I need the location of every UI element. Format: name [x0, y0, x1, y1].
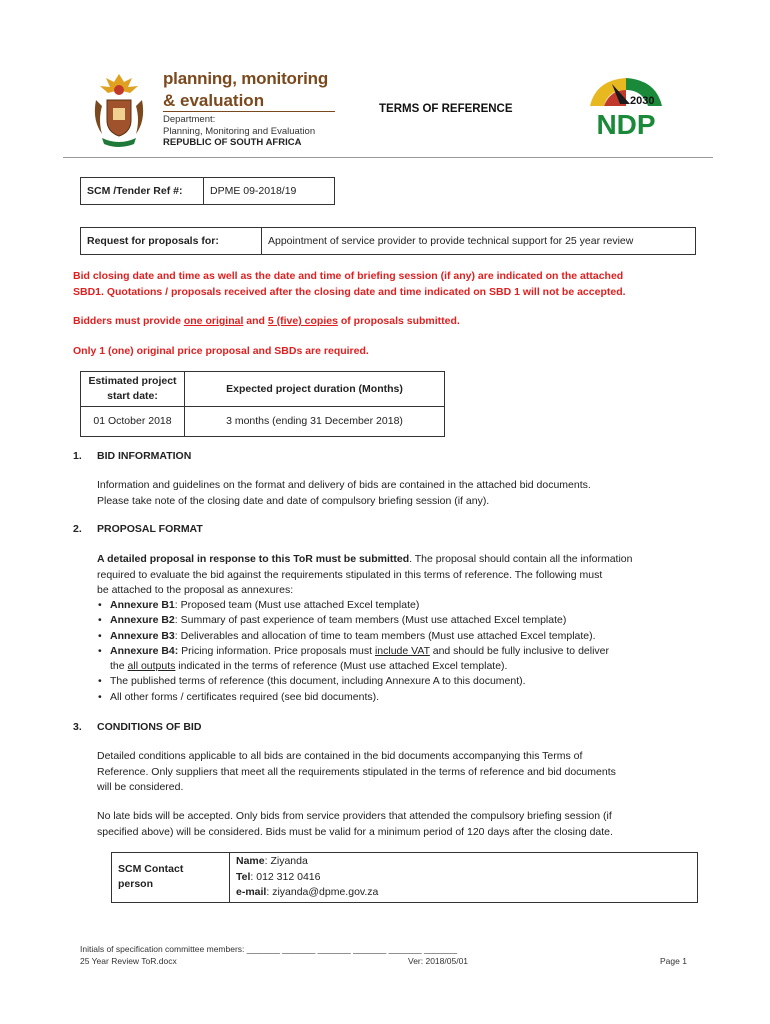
five-copies-text: 5 (five) copies: [267, 315, 338, 327]
dept-label: Department:: [163, 114, 216, 125]
tender-ref-table: [80, 177, 335, 205]
price-notice: Only 1 (one) original price proposal and SBDs are required.: [73, 345, 369, 357]
contact-tel: Tel: 012 312 0416: [236, 870, 321, 883]
brand-title-line1: planning, monitoring: [163, 69, 329, 88]
section2-number: 2.: [73, 523, 82, 535]
page-title: TERMS OF REFERENCE: [379, 103, 513, 115]
dept-country: REPUBLIC OF SOUTH AFRICA: [163, 137, 302, 148]
dept-name: Planning, Monitoring and Evaluation: [163, 125, 316, 137]
list-item: • Annexure B4: Pricing information. Price proposals must include VAT and should be fully inclusive to deliver the all outputs indicated in the terms of reference (Must use attached Excel template).: [110, 644, 702, 675]
duration-value: 3 months (ending 31 December 2018): [185, 407, 445, 437]
timeline-table: [80, 371, 445, 437]
footer-page-number: Page 1: [660, 956, 687, 966]
section2-body: A detailed proposal in response to this ToR must be submitted. The proposal should contain all the information required to evaluate the bid against the requirements stipulated in this terms of reference. The following must be attached to the proposal as annexures:: [97, 553, 633, 596]
section1-title: BID INFORMATION: [97, 450, 192, 462]
department-block: [163, 114, 315, 149]
list-item: • All other forms / certificates required (see bid documents).: [110, 690, 702, 705]
contact-table: [111, 852, 698, 903]
footer-version: Ver: 2018/05/01: [408, 956, 469, 966]
ndp-wordmark: NDP: [596, 109, 656, 140]
list-item: • Annexure B1: Proposed team (Must use attached Excel template): [110, 598, 702, 613]
list-item: • Annexure B3: Deliverables and allocation of time to team members (Must use attached Excel template).: [110, 629, 702, 644]
footer-filename: 25 Year Review ToR.docx: [80, 956, 177, 966]
coat-of-arms-logo: [88, 70, 150, 150]
section3-para2: No late bids will be accepted. Only bids from service providers that attended the compulsory briefing session (if specified above) will be considered. Bids must be valid for a minimum period of 120 days after the closing date.: [97, 810, 613, 838]
tender-ref-value: DPME 09-2018/19: [204, 178, 335, 205]
copies-notice: Bidders must provide one original and 5 (five) copies of proposals submitted.: [73, 315, 460, 327]
section2-title: PROPOSAL FORMAT: [97, 523, 203, 535]
ndp-2030-logo: [586, 76, 666, 142]
section3-title: CONDITIONS OF BID: [97, 721, 202, 733]
start-date-header: Estimated project start date:: [81, 372, 185, 407]
proposal-lead-bold: A detailed proposal in response to this ToR must be submitted: [97, 553, 410, 565]
brand-title-line2: & evaluation: [163, 91, 265, 110]
section1-body: Information and guidelines on the format and delivery of bids are contained in the attached bid documents. Please take note of the closing date and date of compulsory briefing session (if any).: [97, 479, 591, 507]
footer-initials: Initials of specification committee members: _______ _______ _______ _______ _______ _______: [80, 944, 458, 954]
request-value: Appointment of service provider to provide technical support for 25 year review: [262, 228, 696, 255]
list-item: • The published terms of reference (this document, including Annexure A to this document).: [110, 674, 702, 689]
tender-ref-label: SCM /Tender Ref #:: [81, 178, 204, 205]
request-table: [80, 227, 696, 255]
section3-number: 3.: [73, 721, 82, 733]
contact-details: [230, 853, 698, 903]
section3-para1: Detailed conditions applicable to all bids are contained in the bid documents accompanying this Terms of Reference. Only suppliers that meet all the requirements stipulated in the terms of reference and bid documents will be considered.: [97, 750, 616, 793]
header-divider: [63, 157, 713, 158]
contact-email: e-mail: ziyanda@dpme.gov.za: [236, 886, 379, 898]
contact-label: SCM Contact person: [112, 853, 230, 903]
request-label: Request for proposals for:: [81, 228, 262, 255]
annexure-list: [97, 598, 702, 705]
closing-notice-line2: SBD1. Quotations / proposals received after the closing date and time indicated on SBD 1 will not be accepted.: [73, 286, 626, 298]
ndp-year: 2030: [630, 95, 655, 107]
contact-name: Name: Ziyanda: [236, 855, 308, 867]
list-item: • Annexure B2: Summary of past experience of team members (Must use attached Excel template): [110, 613, 702, 628]
duration-header: Expected project duration (Months): [185, 372, 445, 407]
start-date-value: 01 October 2018: [81, 407, 185, 437]
closing-notice-line1: Bid closing date and time as well as the date and time of briefing session (if any) are indicated on the attached: [73, 270, 624, 282]
brand-underline: [163, 111, 335, 112]
closing-notice: [73, 268, 626, 300]
one-original-text: one original: [183, 315, 244, 327]
section1-number: 1.: [73, 450, 82, 462]
